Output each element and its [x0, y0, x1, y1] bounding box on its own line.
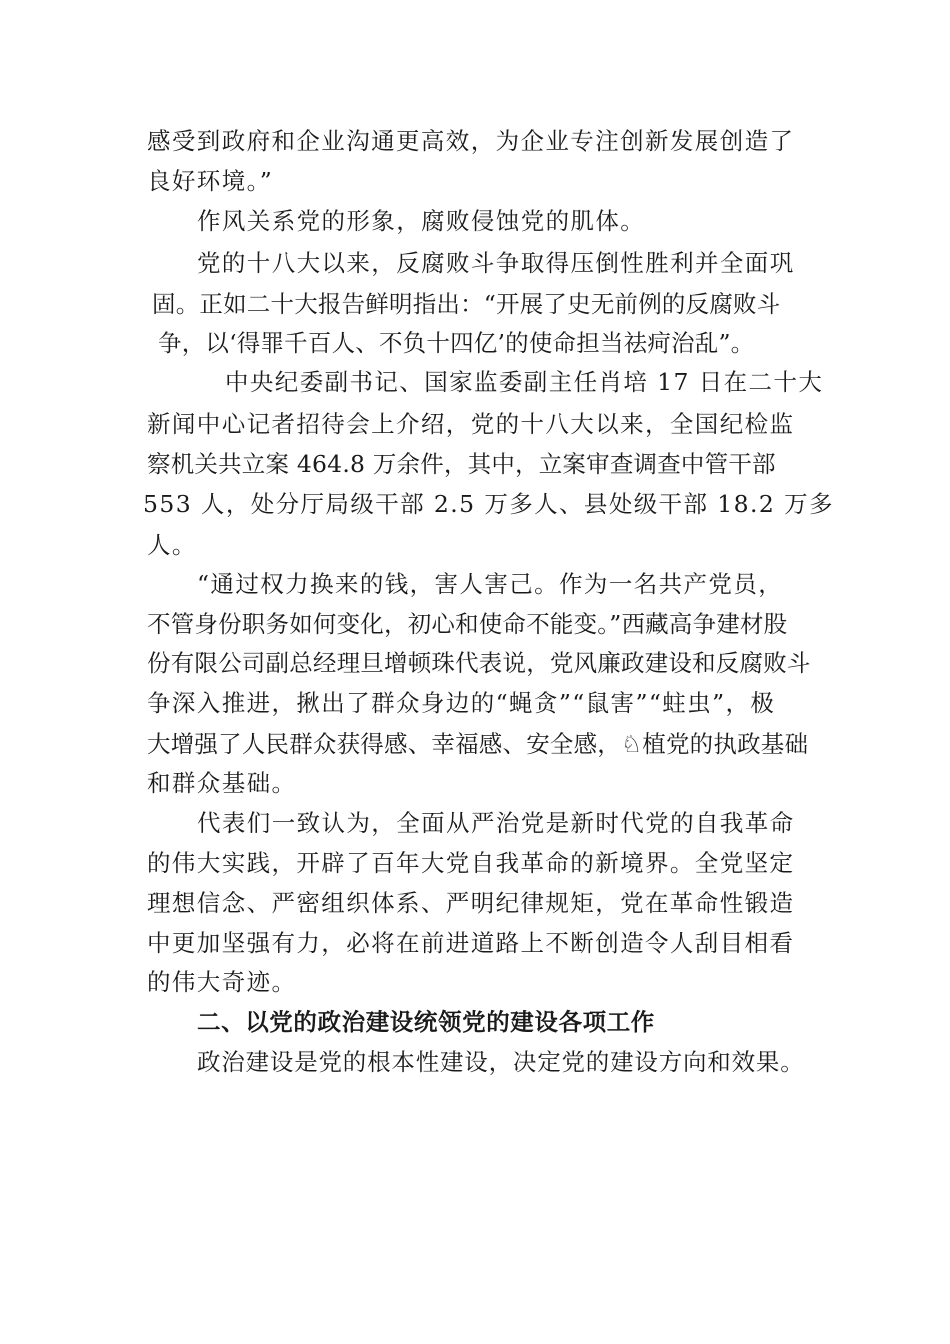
paragraph-line: “通过权力换来的钱，害人害己。作为一名共产党员，	[197, 570, 784, 598]
paragraph-line: 固。正如二十大报告鲜明指出：“开展了史无前例的反腐败斗	[152, 290, 781, 318]
paragraph-line: 不管身份职务如何变化，初心和使命不能变。”西藏高争建材股	[147, 610, 788, 638]
paragraph-line: 政治建设是党的根本性建设，决定党的建设方向和效果。	[197, 1048, 805, 1076]
paragraph-line: 人。	[147, 531, 197, 559]
paragraph-line: 理想信念、严密组织体系、严明纪律规矩，党在革命性锻造	[147, 889, 795, 917]
paragraph-line: 中央纪委副书记、国家监委副主任肖培 17 日在二十大	[225, 368, 824, 396]
paragraph-line: 党的十八大以来，反腐败斗争取得压倒性胜利并全面巩	[197, 249, 795, 277]
section-heading: 二、以党的政治建设统领党的建设各项工作	[197, 1008, 655, 1036]
paragraph-line: 感受到政府和企业沟通更高效，为企业专注创新发展创造了	[147, 127, 795, 155]
paragraph-line: 的伟大实践，开辟了百年大党自我革命的新境界。全党坚定	[147, 849, 795, 877]
paragraph-line: 553 人，处分厅局级干部 2.5 万多人、县处级干部 18.2 万多	[143, 490, 834, 518]
paragraph-line: 良好环境。”	[147, 167, 274, 195]
paragraph-line: 代表们一致认为，全面从严治党是新时代党的自我革命	[197, 809, 795, 837]
paragraph-line: 的伟大奇迹。	[147, 968, 297, 996]
paragraph-line: 大增强了人民群众获得感、幸福感、安全感，♘植党的执政基础	[147, 730, 809, 758]
paragraph-line: 争，以‘得罪千百人、不负十四亿’的使命担当祛疴治乱”。	[158, 329, 755, 357]
paragraph-line: 份有限公司副总经理旦增顿珠代表说，党风廉政建设和反腐败斗	[147, 649, 811, 677]
paragraph-line: 和群众基础。	[147, 769, 297, 797]
paragraph-line: 察机关共立案 464.8 万余件，其中，立案审查调查中管干部	[147, 450, 776, 478]
paragraph-line: 争深入推进，揪出了群众身边的“蝇贪”“鼠害”“蛀虫”，极	[147, 689, 776, 717]
paragraph-line: 新闻中心记者招待会上介绍，党的十八大以来，全国纪检监	[147, 410, 795, 438]
paragraph-line: 中更加坚强有力，必将在前进道路上不断创造令人刮目相看	[147, 929, 795, 957]
paragraph-line: 作风关系党的形象，腐败侵蚀党的肌体。	[197, 207, 646, 235]
